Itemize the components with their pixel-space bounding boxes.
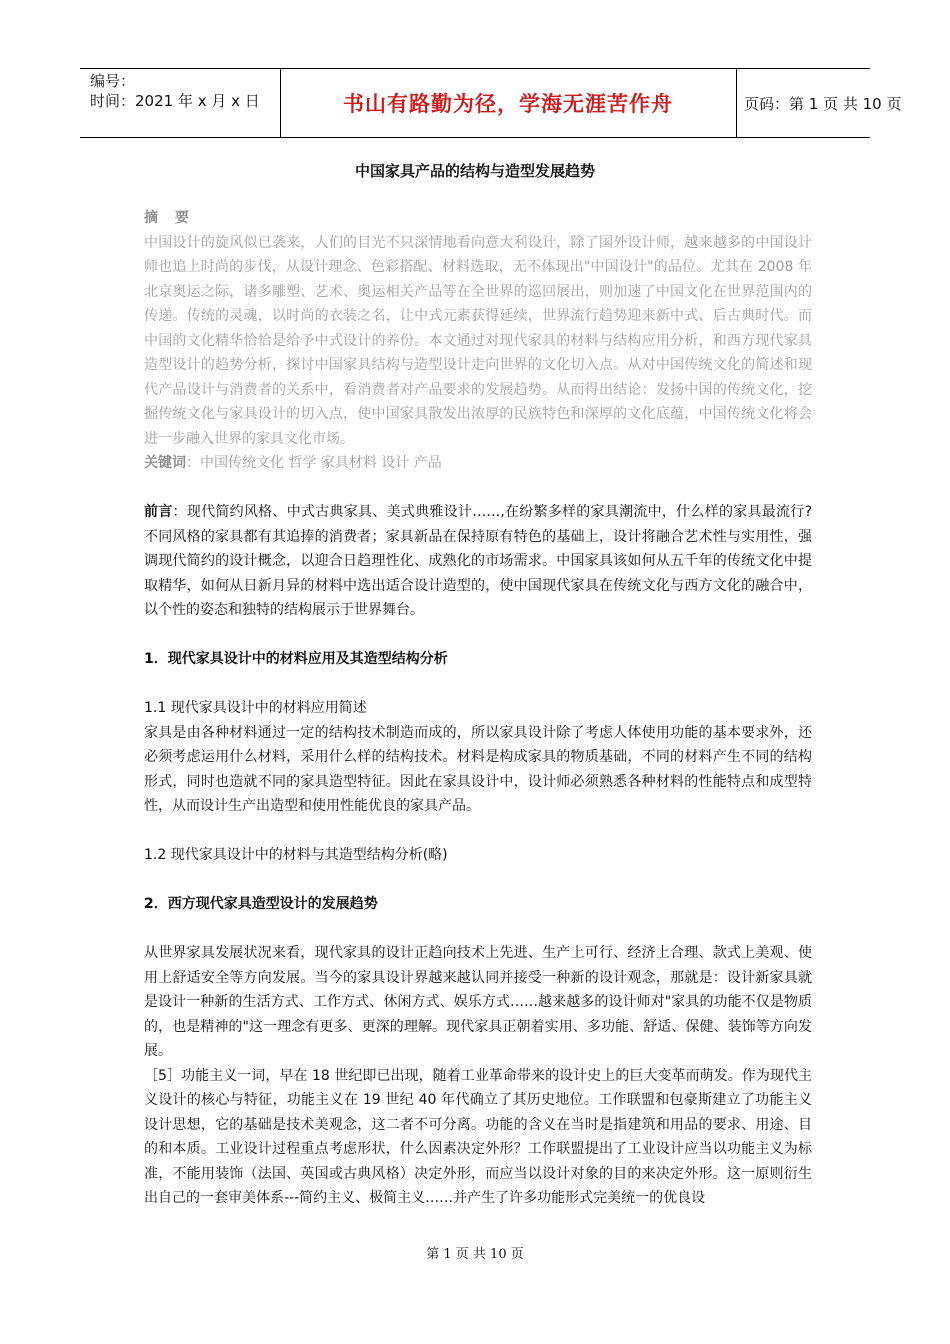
header-page-cell [736,69,902,137]
section2-paragraph-1: 从世界家具发展状况来看，现代家具的设计正趋向技术上先进、生产上可行、经济上合理、款式上美观、使用上舒适安全等方向发展。当今的家具设计界越来越认同并接受一种新的设计观念，那就是：设计新家具就是设计一种新的生活方式、工作方式、休闲方式、娱乐方式……越来越多的设计师对"家具的功能不仅是物质的，也是精神的"这一理念有更多、更深的理解。现代家具正朝着实用、多功能、舒适、保健、装饰等方向发展。 [144,945,812,1059]
section1-1-heading: 1.1 现代家具设计中的材料应用简述 [144,700,367,716]
document-title: 中国家具产品的结构与造型发展趋势 [354,162,595,180]
header-meta [80,69,281,137]
page-footer: 第 1 页 共 10 页 [426,1247,524,1262]
header-motto: 书山有路勤为径，学海无涯苦作舟 [343,91,673,116]
keywords [144,451,812,476]
abstract-label: 摘 要 [144,210,195,226]
document-body [144,206,812,1211]
abstract-text: 中国设计的旋风似已袭来，人们的目光不只深情地看向意大利设计，除了国外设计师，越来越多的中国设计师也追上时尚的步伐，从设计理念、色彩搭配、材料选取，无不体现出"中国设计"的品位。尤其在 2008 年北京奥运之际，诸多雕塑、艺术、奥运相关产品等在全世界的巡回展出，则加速了中国文化在世界范围内的传递。传统的灵魂，以时尚的衣装之名，让中式元素获得延续，世界流行趋势迎来新中式、后古典时代。而中国的文化精华恰恰是给予中式设计的养份。本文通过对现代家具的材料与结构应用分析，和西方现代家具造型设计的趋势分析，探讨中国家具结构与造型设计走向世界的文化切入点。从对中国传统文化的简述和现代产品设计与消费者的关系中，看消费者对产品要求的发展趋势。从而得出结论：发扬中国的传统文化，挖掘传统文化与家具设计的切入点，使中国家具散发出浓厚的民族特色和深厚的文化底蕴，中国传统文化将会进一步融入世界的家具文化市场。 [144,234,812,447]
keywords-label: 关键词 [144,455,186,471]
section2-paragraph-2: ［5］功能主义一词，早在 18 世纪即已出现，随着工业革命带来的设计史上的巨大变革而萌发。作为现代主义设计的核心与特征，功能主义在 19 世纪 40 年代确立了其历史地位。工作联盟和包豪斯建立了功能主义设计思想，它的基础是技术美观念，这二者不可分离。功能的含义在当时是指建筑和用品的要求、用途、目的和本质。工业设计过程重点考虑形状，什么因素决定外形？工作联盟提出了工业设计应当以功能主义为标准，不能用装饰（法国、英国或古典风格）决定外形，而应当以设计对象的目的来决定外形。这一原则衍生出自己的一套审美体系---简约主义、极简主义……并产生了许多功能形式完美统一的优良设 [144,1067,812,1206]
preface [144,500,812,623]
header-page-info: 页码：第 1 页 共 10 页 [744,94,902,113]
document-number: 编号： [90,72,136,90]
section1-2-heading: 1.2 现代家具设计中的材料与其造型结构分析(略) [144,847,448,863]
keywords-list: ：中国传统文化 哲学 家具材料 设计 产品 [186,455,442,471]
preface-text: ：现代简约风格、中式古典家具、美式典雅设计……,在纷繁多样的家具潮流中，什么样的家具最流行?不同风格的家具都有其追捧的消费者；家具新品在保持原有特色的基础上，设计将融合艺术性与实用性，强调现代简约的设计概念，以迎合日趋理性化、成熟化的市场需求。中国家具该如何从五千年的传统文化中提取精华，如何从日新月异的材料中选出适合设计造型的，使中国现代家具在传统文化与西方文化的融合中，以个性的姿态和独特的结构展示于世界舞台。 [144,504,812,618]
section1-1-text: 家具是由各种材料通过一定的结构技术制造而成的，所以家具设计除了考虑人体使用功能的基本要求外，还必须考虑运用什么材料，采用什么样的结构技术。材料是构成家具的物质基础，不同的材料产生不同的结构形式，同时也造就不同的家具造型特征。因此在家具设计中，设计师必须熟悉各种材料的性能特点和成型特性，从而设计生产出造型和使用性能优良的家具产品。 [144,724,812,814]
preface-label: 前言 [144,504,173,520]
document-date: 时间：2021 年 x 月 x 日 [90,92,260,110]
header-motto-cell [280,69,737,137]
section1-heading: 1．现代家具设计中的材料应用及其造型结构分析 [144,651,448,667]
page-header [80,68,902,138]
section2-heading: 2．西方现代家具造型设计的发展趋势 [144,896,378,912]
